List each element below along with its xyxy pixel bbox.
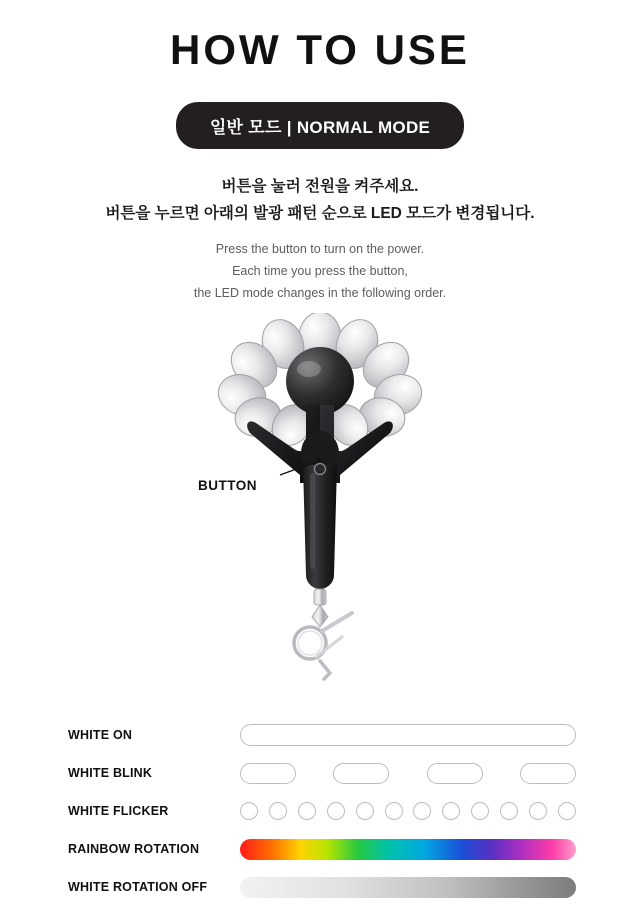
description-english-line-2: Each time you press the button, xyxy=(232,264,408,279)
led-mode-row-white-flicker xyxy=(0,792,640,830)
flicker-dots xyxy=(240,802,576,820)
rainbow-gradient-bar xyxy=(240,839,576,860)
led-mode-list xyxy=(0,716,640,906)
flicker-dot xyxy=(558,802,576,820)
description-english-line-3: the LED mode changes in the following order. xyxy=(193,286,447,301)
power-button[interactable] xyxy=(315,464,326,475)
flicker-dot xyxy=(356,802,374,820)
led-mode-label: WHITE ON xyxy=(68,728,133,742)
product-illustration xyxy=(0,313,640,693)
how-to-use-page xyxy=(0,26,640,920)
led-mode-label: WHITE ROTATION OFF xyxy=(68,880,208,894)
led-mode-label: RAINBOW ROTATION xyxy=(68,842,200,856)
core-highlight xyxy=(297,361,321,377)
led-mode-row-white-rotation-off xyxy=(0,868,640,906)
flicker-dot xyxy=(442,802,460,820)
flicker-dot xyxy=(529,802,547,820)
flicker-dot xyxy=(269,802,287,820)
flower-core xyxy=(286,347,354,415)
description-english-line-1: Press the button to turn on the power. xyxy=(215,242,425,257)
description-korean-line-2: 버튼을 누르면 아래의 발광 패턴 순으로 LED 모드가 변경됩니다. xyxy=(105,205,535,223)
flicker-dot xyxy=(385,802,403,820)
lightstick-graphic xyxy=(0,313,640,693)
led-pattern-white-blink xyxy=(240,760,576,786)
led-pattern-white-rotation-off xyxy=(240,874,576,900)
led-pattern-rainbow-rotation xyxy=(240,836,576,862)
blink-segment xyxy=(333,763,389,784)
led-mode-row-white-on xyxy=(0,716,640,754)
keyring-assembly xyxy=(294,589,352,679)
flicker-dot xyxy=(500,802,518,820)
flicker-dot xyxy=(327,802,345,820)
flicker-dot xyxy=(413,802,431,820)
blink-segment xyxy=(427,763,483,784)
description-english xyxy=(0,239,640,305)
handle xyxy=(303,464,337,590)
flicker-dot xyxy=(240,802,258,820)
led-mode-row-rainbow-rotation xyxy=(0,830,640,868)
flicker-dot xyxy=(471,802,489,820)
flicker-dot xyxy=(298,802,316,820)
blink-segments xyxy=(240,763,576,784)
led-mode-row-white-blink xyxy=(0,754,640,792)
blink-segment xyxy=(520,763,576,784)
led-mode-label: WHITE BLINK xyxy=(68,766,153,780)
solid-bar xyxy=(240,724,576,746)
led-mode-label: WHITE FLICKER xyxy=(68,804,169,818)
led-pattern-white-flicker xyxy=(240,798,576,824)
normal-mode-badge: 일반 모드 | NORMAL MODE xyxy=(176,102,464,149)
description-korean-line-1: 버튼을 눌러 전원을 켜주세요. xyxy=(221,178,419,196)
led-pattern-white-on xyxy=(240,722,576,748)
blink-segment xyxy=(240,763,296,784)
page-title: HOW TO USE xyxy=(170,26,470,73)
description-korean xyxy=(0,173,640,227)
button-callout-label: BUTTON xyxy=(198,478,257,493)
grey-gradient-bar xyxy=(240,877,576,898)
mode-badge-container xyxy=(0,102,640,149)
